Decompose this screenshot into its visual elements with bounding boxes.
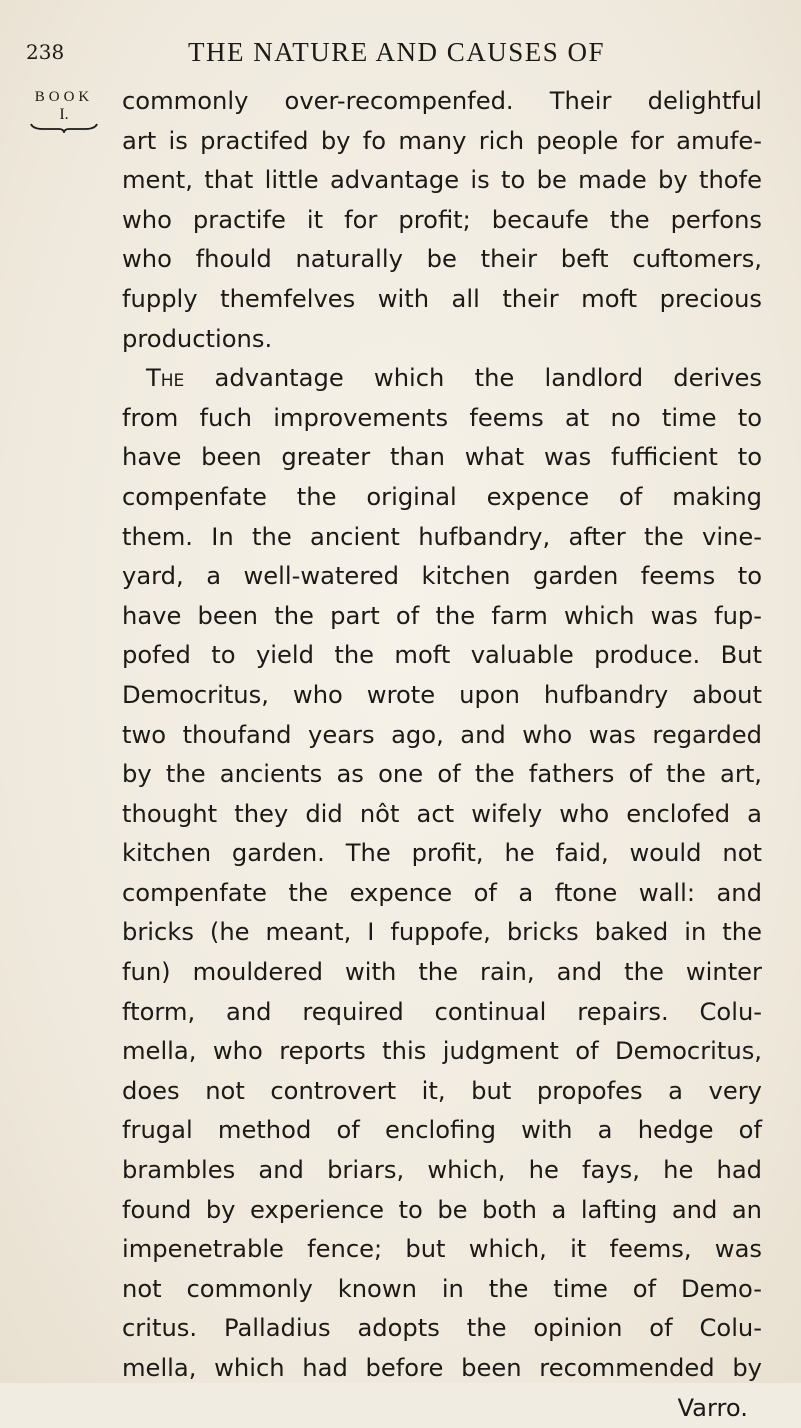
text-line: have been greater than what was fufficient to (122, 443, 762, 472)
paragraph-lead-word: The (146, 364, 185, 393)
text-line: bricks (he meant, I fuppofe, bricks baked in the (122, 918, 762, 947)
text-line: art is practifed by fo many rich people for amufe- (122, 126, 762, 155)
running-head: THE NATURE AND CAUSES OF (188, 37, 606, 67)
catchword: Varro. (677, 1393, 748, 1422)
text-line: productions. (122, 324, 273, 353)
text-line: commonly over-recompenfed. Their delightful (122, 87, 762, 115)
margin-book-number: I. (59, 106, 69, 123)
brace-ornament-icon (29, 123, 99, 133)
text-line: mella, who reports this judgment of Democritus, (122, 1037, 762, 1066)
text-line: fun) mouldered with the rain, and the winter (122, 958, 762, 987)
text-line: found by experience to be both a lafting and an (122, 1195, 762, 1224)
text-line: fupply themfelves with all their moft precious (122, 284, 762, 313)
text-line: them. In the ancient hufbandry, after the vine- (122, 522, 762, 551)
text-line: kitchen garden. The profit, he faid, would not (122, 839, 762, 868)
text-line: from fuch improvements feems at no time to (122, 403, 762, 432)
margin-book-label: BOOK (34, 89, 94, 105)
paragraph-first-line (122, 359, 762, 399)
page-number: 238 (26, 40, 65, 64)
margin-book-marker (22, 88, 106, 133)
text-line: Democritus, who wrote upon hufbandry about (122, 680, 762, 709)
text-line: two thoufand years ago, and who was regarded (122, 720, 762, 749)
text-line: frugal method of enclofing with a hedge of (122, 1116, 762, 1145)
text-line: yard, a well-watered kitchen garden feems to (122, 562, 762, 591)
text-line: who practife it for profit; becaufe the perfons (122, 205, 762, 234)
text-line: not commonly known in the time of Demo- (122, 1274, 762, 1303)
text-line: compenfate the expence of a ftone wall: and (122, 878, 762, 907)
text-line: advantage which the landlord derives (214, 364, 762, 393)
text-line: brambles and briars, which, he fays, he had (122, 1156, 762, 1185)
text-line: impenetrable fence; but which, it feems, was (122, 1235, 762, 1264)
text-line: have been the part of the farm which was fup- (122, 601, 762, 630)
text-line: thought they did nôt act wifely who enclofed a (122, 799, 762, 828)
text-line: pofed to yield the moft valuable produce. But (122, 641, 762, 670)
text-line: ment, that little advantage is to be made by thofe (122, 166, 762, 195)
text-line: mella, which had before been recommended by (122, 1354, 762, 1382)
text-line: who fhould naturally be their beft cuftomers, (122, 245, 762, 274)
text-line: compenfate the original expence of making (122, 482, 762, 511)
text-line: critus. Palladius adopts the opinion of Colu- (122, 1314, 762, 1343)
text-line: ftorm, and required continual repairs. Colu- (122, 997, 762, 1026)
text-line: does not controvert it, but propofes a very (122, 1076, 762, 1105)
body-text (122, 82, 762, 1428)
text-line: by the ancients as one of the fathers of the art, (122, 760, 762, 789)
